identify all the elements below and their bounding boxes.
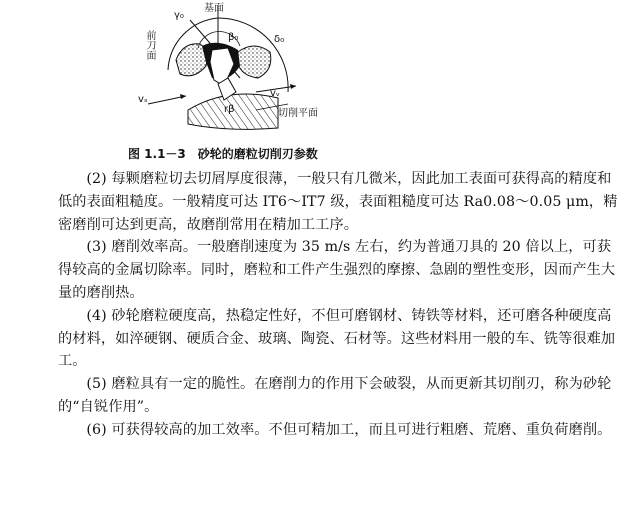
- label-base: 基面: [204, 3, 224, 14]
- grain-diagram: [128, 0, 368, 138]
- paragraph-6: (6) 可获得较高的加工效率。不但可精加工，而且可进行粗磨、荒磨、重负荷磨削。: [86, 421, 612, 438]
- paragraph-5: (5) 磨粒具有一定的脆性。在磨削力的作用下会破裂，从而更新其切削刃，称为砂轮的“自锐作用”。: [58, 376, 612, 415]
- paragraph-2: (2) 每颗磨粒切去切屑厚度很薄，一般只有几微米，因此加工表面可获得高的精度和低的表面粗糙度。一般精度可达 IT6～IT7 级，表面粗糙度可达 Ra0.08～0.05 μm，精密磨削可达到更高，故磨削常用在精加工工序。: [58, 171, 618, 233]
- label-cutting-plane: 切削平面: [278, 108, 318, 119]
- caption-number: 图 1.1－3: [128, 147, 186, 161]
- label-delta: δ₀: [274, 34, 285, 45]
- label-beta: β₀: [228, 32, 239, 43]
- body-text: [58, 168, 623, 442]
- paragraph-3: (3) 磨削效率高。一般磨削速度为 35 m/s 左右，约为普通刀具的 20 倍以上，可获得较高的金属切除率。同时，磨粒和工件产生强烈的摩擦、急剧的塑性变形，因而产生大量的磨削热。: [58, 239, 616, 301]
- paragraph-4: (4) 砂轮磨粒硬度高，热稳定性好，不但可磨钢材、铸铁等材料，还可磨各种硬度高的材料，如淬硬钢、硬质合金、玻璃、陶瓷、石材等。这些材料用一般的车、铣等很难加工。: [58, 307, 616, 370]
- label-gamma: γ₀: [174, 10, 184, 21]
- label-vw: vᵥ: [270, 88, 281, 99]
- caption-text: 砂轮的磨粒切削刃参数: [197, 147, 318, 161]
- figure-caption: [128, 145, 388, 162]
- grinding-grain-figure: [128, 0, 368, 138]
- label-vs: vₛ: [138, 94, 148, 105]
- label-r: rβ: [224, 104, 235, 115]
- label-rake-face: 前刀面: [144, 30, 155, 60]
